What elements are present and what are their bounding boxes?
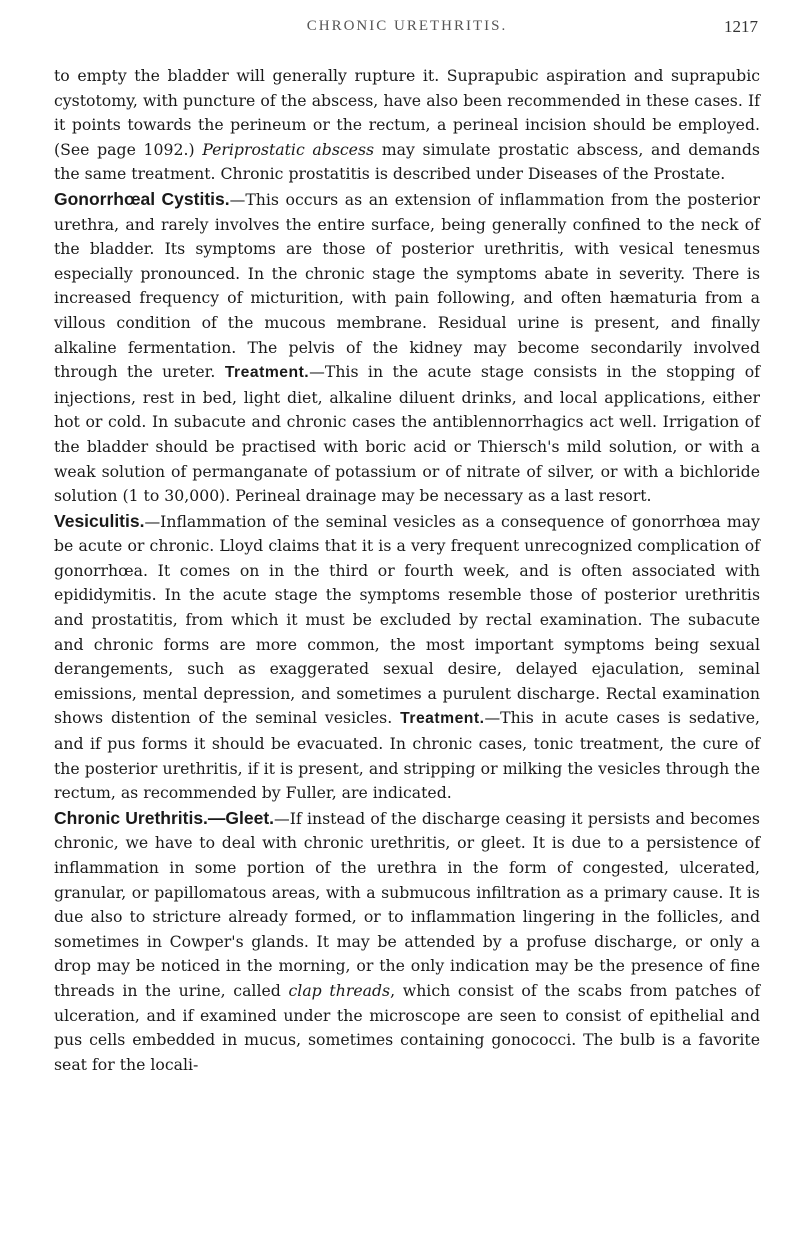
paragraph-gonorrhoeal-cystitis <box>54 187 760 509</box>
treatment-subheading: Treatment. <box>224 364 310 382</box>
page-number: 1217 <box>724 17 758 36</box>
text-run: —This in the acute stage consists in the stopping of injections, rest in bed, light diet, alkaline diluent drinks, and local applications, either hot or cold. In subacute and chronic cases the antiblennorrhagics act well. Irrigation of the bladder should be practised with boric acid or Thiersch's mild solution, or with a weak solution of permanganate of potassium or of nitrate of silver, or with a bichloride solution (1 to 30,000). Perineal drainage may be necessary as a last resort. <box>54 362 760 506</box>
text-run: , which consist of the scabs from patches of ulceration, and if examined under the microscope are seen to consist of epithelial and pus cells embedded in mucus, sometimes containing gonococci. The bulb is a favorite seat for the locali- <box>54 980 760 1074</box>
section-heading: Vesiculitis. <box>54 510 145 531</box>
text-run: may simulate prostatic abscess, and demands the same treatment. Chronic prostatitis is described under Diseases of the Prostate. <box>54 139 760 184</box>
text-run: —If instead of the discharge ceasing it persists and becomes chronic, we have to deal with chronic urethritis, or gleet. It is due to a persistence of inflammation in some portion of the urethra in the form of congested, ulcerated, granular, or papillomatous areas, with a submucous infiltration as a primary cause. It is due also to stricture already formed, or to inflammation lingering in the follicles, and sometimes in Cowper's glands. It may be attended by a profuse discharge, or only a drop may be noticed in the morning, or the only indication may be the presence of fine threads in the urine, called <box>54 808 760 1000</box>
paragraph-chronic-urethritis <box>54 806 760 1078</box>
text-run: —This in acute cases is sedative, and if pus forms it should be evacuated. In chronic cases, tonic treatment, the cure of the posterior urethritis, if it is present, and stripping or milking the vesicles through the rectum, as recommended by Fuller, are indicated. <box>54 708 761 803</box>
running-head <box>54 18 760 58</box>
italic-term: clap threads <box>288 980 391 1000</box>
italic-term: Periprostatic abscess <box>202 139 375 159</box>
body-text <box>54 64 760 1077</box>
running-title: CHRONIC URETHRITIS. <box>306 18 508 34</box>
text-run: —This occurs as an extension of inflammation from the posterior urethra, and rarely involves the entire surface, being generally confined to the neck of the bladder. Its symptoms are those of posterior urethritis, with vesical tenesmus especially pronounced. In the chronic stage the symptoms abate in severity. There is increased frequency of micturition, with pain following, and often hæmaturia from a villous condition of the mucous membrane. Residual urine is present, and finally alkaline fermentation. The pelvis of the kidney may become secondarily involved through the ureter. <box>54 189 761 382</box>
section-heading: Chronic Urethritis.—Gleet. <box>54 807 275 828</box>
text-run: to empty the bladder will generally rupture it. Suprapubic aspiration and suprapubic cystotomy, with puncture of the abscess, have also been recommended in these cases. If it points towards the perineum or the rectum, a perineal incision should be employed. (See page 1092.) <box>54 66 760 159</box>
text-run: —Inflammation of the seminal vesicles as a consequence of gonorrhœa may be acute or chronic. Lloyd claims that it is a very frequent unrecognized complication of gonorrhœa. It comes on in the third or fourth week, and is often associated with epididymitis. In the acute stage the symptoms resemble those of posterior urethritis and prostatitis, from which it must be excluded by rectal examination. The subacute and chronic forms are more common, the most important symptoms being sexual derangements, such as exaggerated sexual desire, delayed ejaculation, seminal emissions, mental depression, and sometimes a purulent discharge. Rectal examination shows distention of the seminal vesicles. <box>54 511 760 728</box>
section-heading: Gonorrhœal Cystitis. <box>54 188 230 209</box>
treatment-subheading: Treatment. <box>400 710 485 728</box>
paragraph-abscess <box>54 64 760 187</box>
paragraph-vesiculitis <box>54 509 760 806</box>
